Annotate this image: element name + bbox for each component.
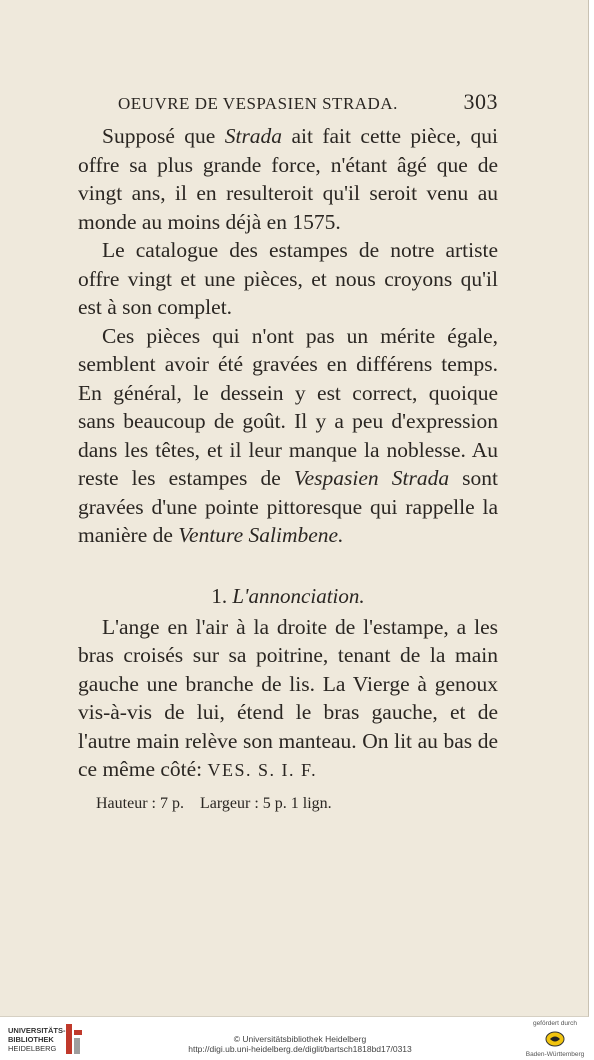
dimensions-line xyxy=(78,795,498,813)
library-name-line: UNIVERSITÄTS- xyxy=(8,1026,66,1035)
page-number: 303 xyxy=(463,89,498,114)
text-segment: sont gravées d'une pointe pittoresque qui rappelle la manière de xyxy=(78,466,499,547)
section-title: L'annonciation. xyxy=(232,583,365,608)
state-emblem-icon xyxy=(544,1031,566,1047)
inscription: VES. S. I. F. xyxy=(207,760,318,780)
copyright-text: © Universitätsbibliothek Heidelberg xyxy=(233,1034,367,1044)
page-body xyxy=(78,88,498,813)
library-name-line: HEIDELBERG xyxy=(8,1044,57,1053)
library-name-line: BIBLIOTHEK xyxy=(8,1035,54,1044)
source-url-link[interactable]: http://digi.ub.uni-heidelberg.de/diglit/bartsch1818bd17/0313 xyxy=(188,1044,412,1054)
footer-center xyxy=(160,1034,440,1054)
text-segment-italic: Strada xyxy=(224,124,283,148)
text-segment: ait fait cette pièce, qui offre sa plus grande force, n'étant âgé que de vingt ans, il en resulteroit qu'il seroit venu au monde au moins déjà en 1575. xyxy=(78,124,498,234)
sponsor-name: Baden-Württemberg xyxy=(525,1051,585,1058)
paragraph-2 xyxy=(78,236,498,322)
sponsor-block xyxy=(520,1020,590,1058)
text-segment: Le catalogue des estampes de notre artiste offre vingt et une pièces, et nous croyons qu'il est à son complet. xyxy=(78,238,498,319)
sponsor-label: gefördert durch xyxy=(532,1020,578,1027)
width-measure: Largeur : 5 p. 1 lign. xyxy=(199,794,332,812)
running-head-title: OEUVRE DE VESPASIEN STRADA. xyxy=(118,94,398,113)
viewer-footer xyxy=(0,1018,594,1060)
university-logo-icon xyxy=(64,1022,84,1056)
section-number: 1. xyxy=(211,583,228,608)
paragraph-3 xyxy=(78,322,498,550)
paragraph-1 xyxy=(78,122,498,236)
entry-text: L'ange en l'air à la droite de l'estampe, a les bras croisés sur sa poitrine, tenant de la main gauche une branche de lis. La Vierge à genoux vis-à-vis de lui, étend le bras gauche, et de l'autre main relève son manteau. On lit au bas de ce même côté: xyxy=(78,614,498,781)
running-head xyxy=(78,88,498,122)
text-segment-italic: Vespasien Strada xyxy=(293,466,450,490)
section-heading xyxy=(78,584,498,609)
library-logo-text xyxy=(8,1026,66,1053)
text-segment: Supposé que xyxy=(102,124,225,148)
entry-paragraph xyxy=(78,613,498,785)
text-segment: Ces pièces qui n'ont pas un mérite égale, semblent avoir été gravées en différens temps. En général, le dessein y est correct, quoique sans beaucoup de goût. Il y a peu d'expression dans les têtes, et il leur manque la noblesse. Au reste les estampes de xyxy=(78,323,498,490)
height-measure: Hauteur : 7 p. xyxy=(96,794,184,812)
text-segment-italic: Venture Salimbene. xyxy=(178,523,344,547)
